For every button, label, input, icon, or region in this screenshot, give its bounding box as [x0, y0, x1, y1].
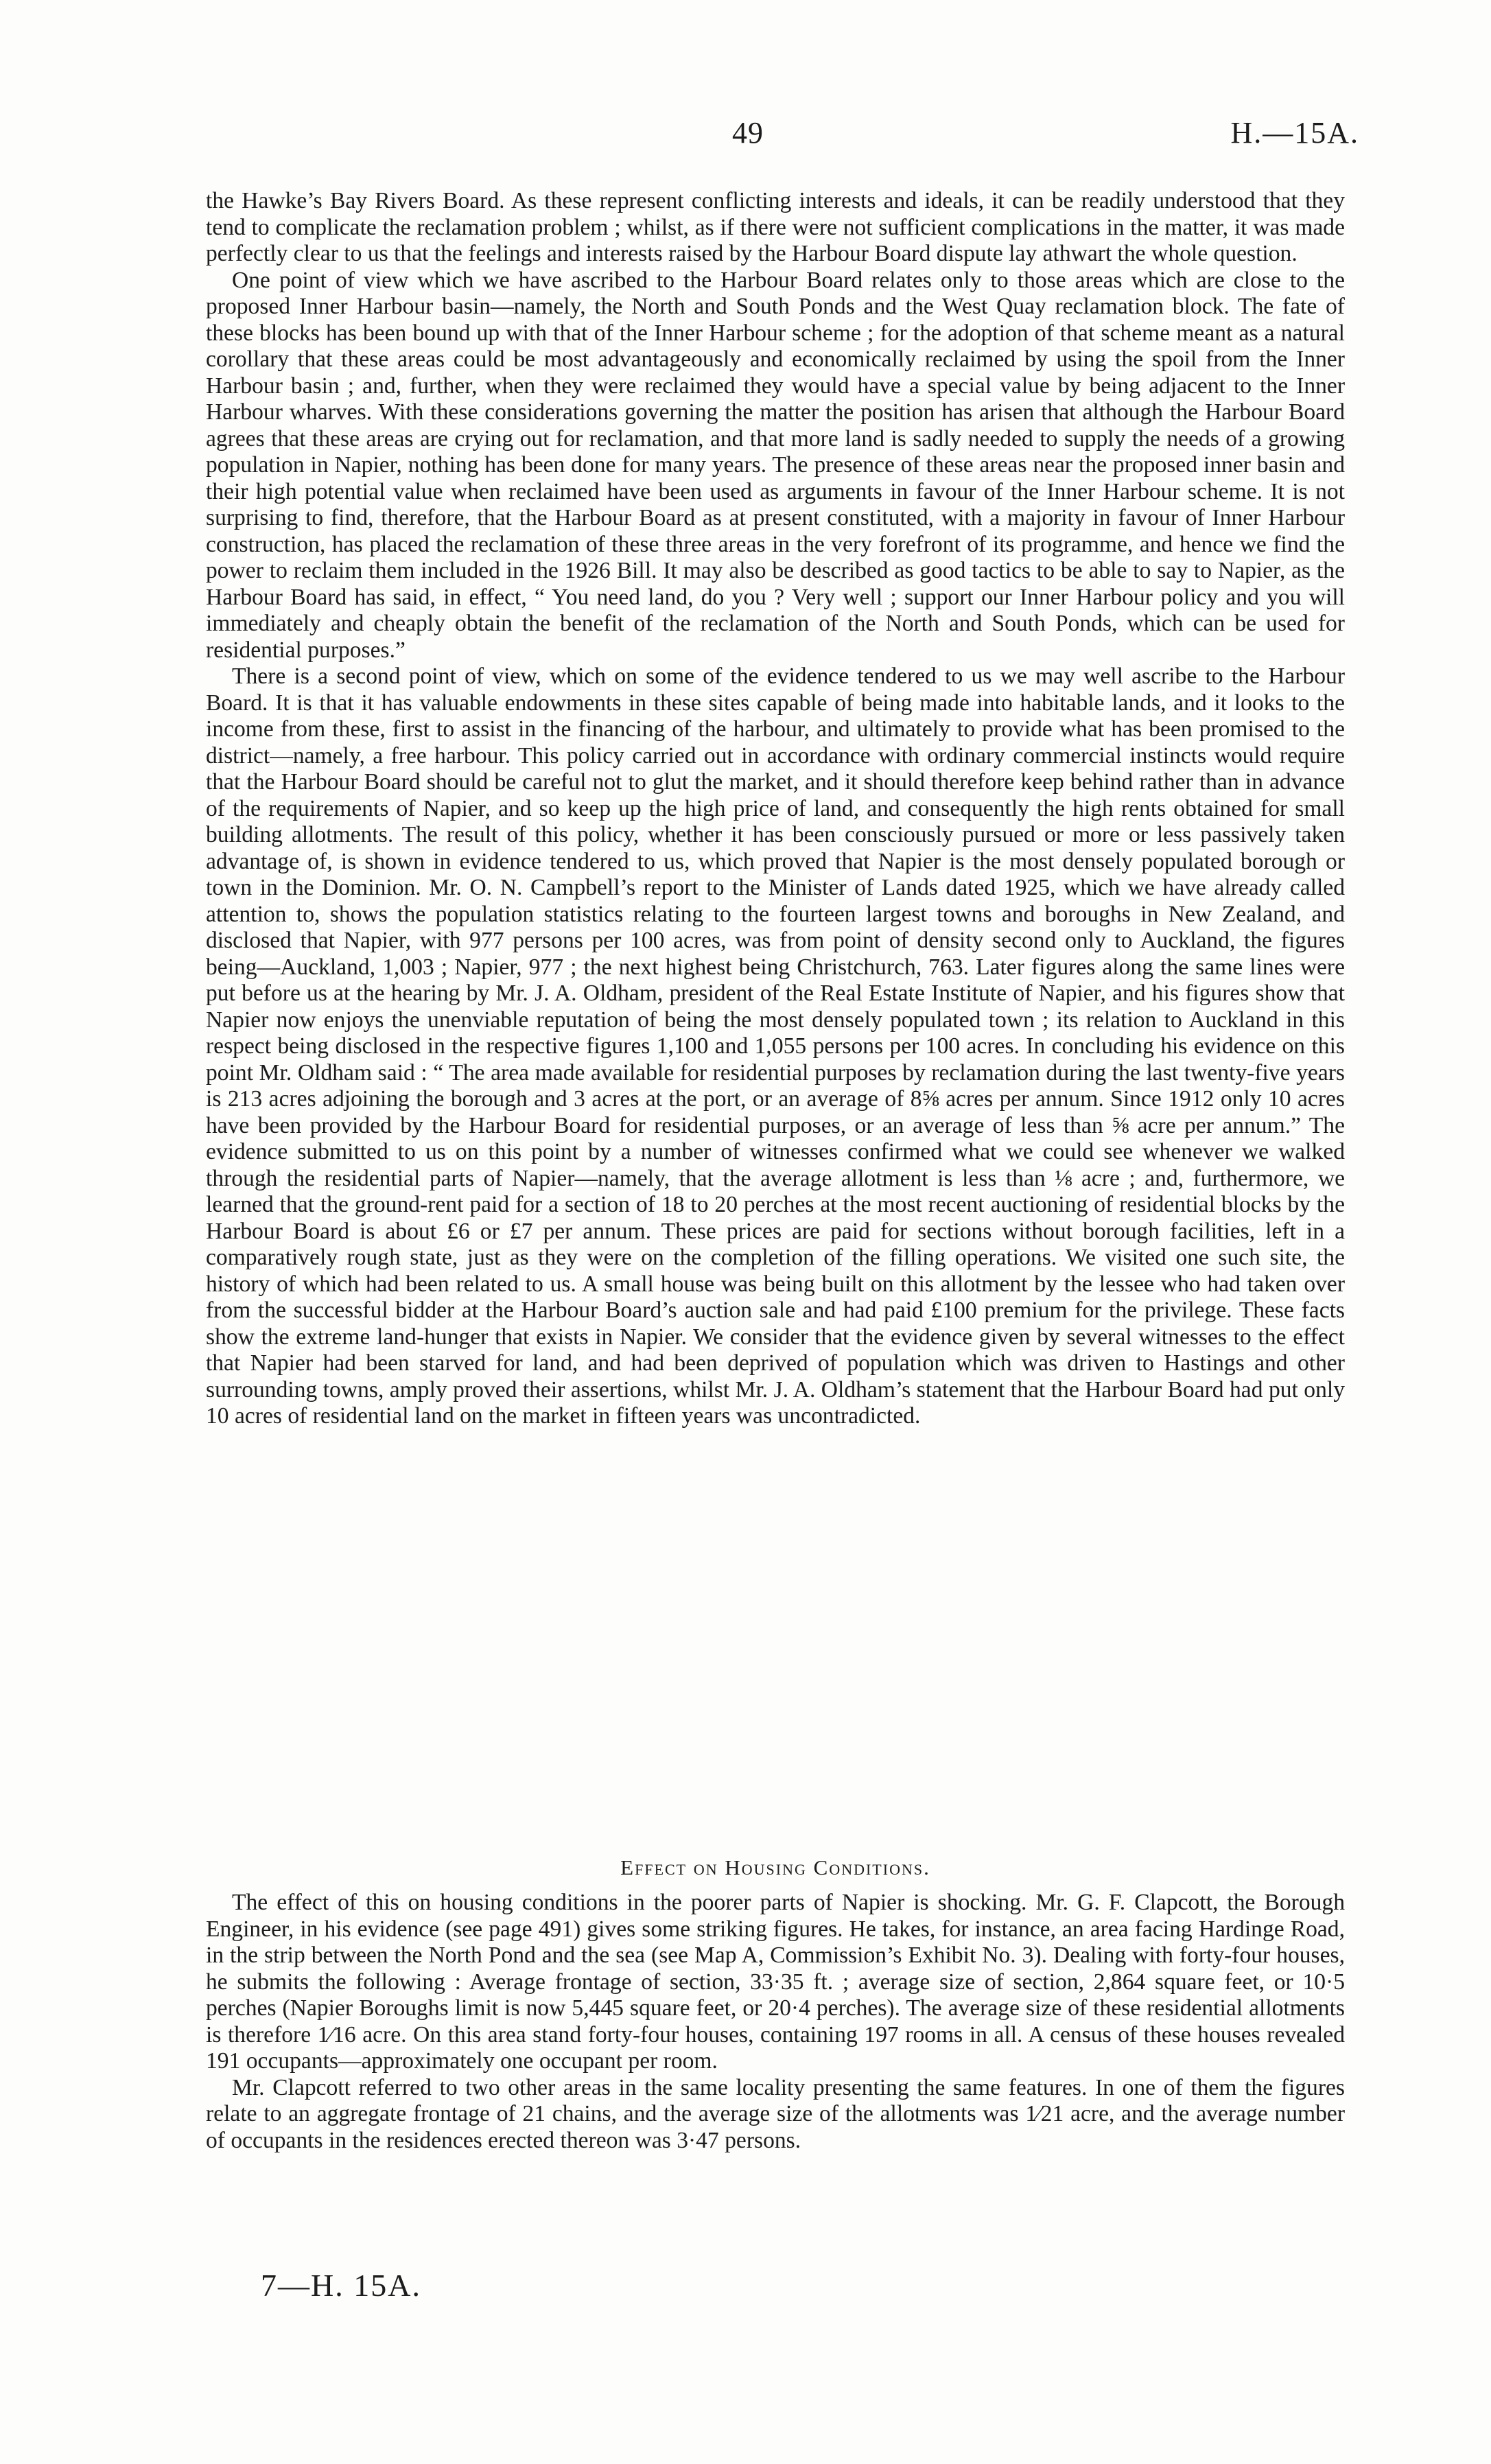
paragraph: One point of view which we have ascribed to the Harbour Board relates only to those areas which are close to the proposed Inner Harbour basin—namely, the North and South Ponds and the West Quay reclamation block. The fate of these blocks has been bound up with that of the Inner Harbour scheme ; for the adoption of that scheme meant as a natural corollary that these areas could be most advantageously and economically reclaimed by using the spoil from the Inner Harbour basin ; and, further, when they were reclaimed they would have a special value by being adjacent to the Inner Harbour wharves. With these considerations governing the matter the position has arisen that although the Harbour Board agrees that these areas are crying out for reclamation, and that more land is sadly needed to supply the needs of a growing population in Napier, nothing has been done for many years. The presence of these areas near the proposed inner basin and their high potential value when reclaimed have been used as arguments in favour of the Inner Harbour scheme. It is not surprising to find, therefore, that the Harbour Board as at present constituted, with a majority in favour of Inner Harbour construction, has placed the reclamation of these three areas in the very forefront of its programme, and hence we find the power to reclaim them included in the 1926 Bill. It may also be described as good tactics to be able to say to Napier, as the Harbour Board has said, in effect, “ You need land, do you ? Very well ; support our Inner Harbour policy and you will immediately and cheaply obtain the benefit of the reclamation of the North and South Ponds, which can be used for residential purposes.” [206, 267, 1345, 663]
footer-signature: 7—H. 15A. [261, 2268, 421, 2303]
paragraph: Mr. Clapcott referred to two other areas in the same locality presenting the same features. In one of them the figures relate to an aggregate frontage of 21 chains, and the average size of the allotments was 1⁄21 acre, and the average number of occupants in the residences erected thereon was 3·47 persons. [206, 2074, 1345, 2153]
page-number: 49 [732, 116, 764, 150]
paragraph: the Hawke’s Bay Rivers Board. As these represent conflicting interests and ideals, it can be readily understood that they tend to complicate the reclamation problem ; whilst, as if there were not sufficient complications in the matter, it was made perfectly clear to us that the feelings and interests raised by the Harbour Board dispute lay athwart the whole question. [206, 188, 1345, 266]
housing-section-text [206, 1890, 1345, 2154]
main-body-text [206, 188, 1345, 1430]
section-heading: Effect on Housing Conditions. [620, 1855, 930, 1879]
paragraph: There is a second point of view, which on some of the evidence tendered to us we may well ascribe to the Harbour Board. It is that it has valuable endowments in these sites capable of being made into habitable lands, and it looks to the income from these, first to assist in the financing of the harbour, and ultimately to provide what has been promised to the district—namely, a free harbour. This policy carried out in accordance with ordinary commercial instincts would require that the Harbour Board should be careful not to glut the market, and it should therefore keep behind rather than in advance of the requirements of Napier, and so keep up the high price of land, and consequently the high rents obtained for small building allotments. The result of this policy, whether it has been consciously pursued or more or less passively taken advantage of, is shown in evidence tendered to us, which proved that Napier is the most densely populated borough or town in the Dominion. Mr. O. N. Campbell’s report to the Minister of Lands dated 1925, which we have already called attention to, shows the population statistics relating to the fourteen largest towns and boroughs in New Zealand, and disclosed that Napier, with 977 persons per 100 acres, was from point of density second only to Auckland, the figures being—Auckland, 1,003 ; Napier, 977 ; the next highest being Christchurch, 763. Later figures along the same lines were put before us at the hearing by Mr. J. A. Oldham, president of the Real Estate Institute of Napier, and his figures show that Napier now enjoys the unenviable reputation of being the most densely populated town ; its relation to Auckland in this respect being disclosed in the respective figures 1,100 and 1,055 persons per 100 acres. In concluding his evidence on this point Mr. Oldham said : “ The area made available for residential purposes by reclamation during the last twenty-five years is 213 acres adjoining the borough and 3 acres at the port, or an average of 8⅝ acres per annum. Since 1912 only 10 acres have been provided by the Harbour Board for residential purposes, or an average of less than ⅝ acre per annum.” The evidence submitted to us on this point by a number of witnesses confirmed what we could see whenever we walked through the residential parts of Napier—namely, that the average allotment is less than ⅛ acre ; and, furthermore, we learned that the ground-rent paid for a section of 18 to 20 perches at the most recent auctioning of residential blocks by the Harbour Board is about £6 or £7 per annum. These prices are paid for sections without borough facilities, left in a comparatively rough state, just as they were on the completion of the filling operations. We visited one such site, the history of which had been related to us. A small house was being built on this allotment by the lessee who had taken over from the successful bidder at the Harbour Board’s auction sale and had paid £100 premium for the privilege. These facts show the extreme land-hunger that exists in Napier. We consider that the evidence given by several witnesses to the effect that Napier had been starved for land, and had been deprived of population which was driven to Hastings and other surrounding towns, amply proved their assertions, whilst Mr. J. A. Oldham’s statement that the Harbour Board had put only 10 acres of residential land on the market in fifteen years was uncontradicted. [206, 664, 1345, 1429]
paragraph: The effect of this on housing conditions in the poorer parts of Napier is shocking. Mr. G. F. Clapcott, the Borough Engineer, in his evidence (see page 491) gives some striking figures. He takes, for instance, an area facing Hardinge Road, in the strip between the North Pond and the sea (see Map A, Commission’s Exhibit No. 3). Dealing with forty-four houses, he submits the following : Average frontage of section, 33·35 ft. ; average size of section, 2,864 square feet, or 10·5 perches (Napier Boroughs limit is now 5,445 square feet, or 20·4 perches). The average size of these residential allotments is therefore 1⁄16 acre. On this area stand forty-four houses, containing 197 rooms in all. A census of these houses revealed 191 occupants—approximately one occupant per room. [206, 1890, 1345, 2074]
document-reference: H.—15A. [1230, 116, 1359, 150]
